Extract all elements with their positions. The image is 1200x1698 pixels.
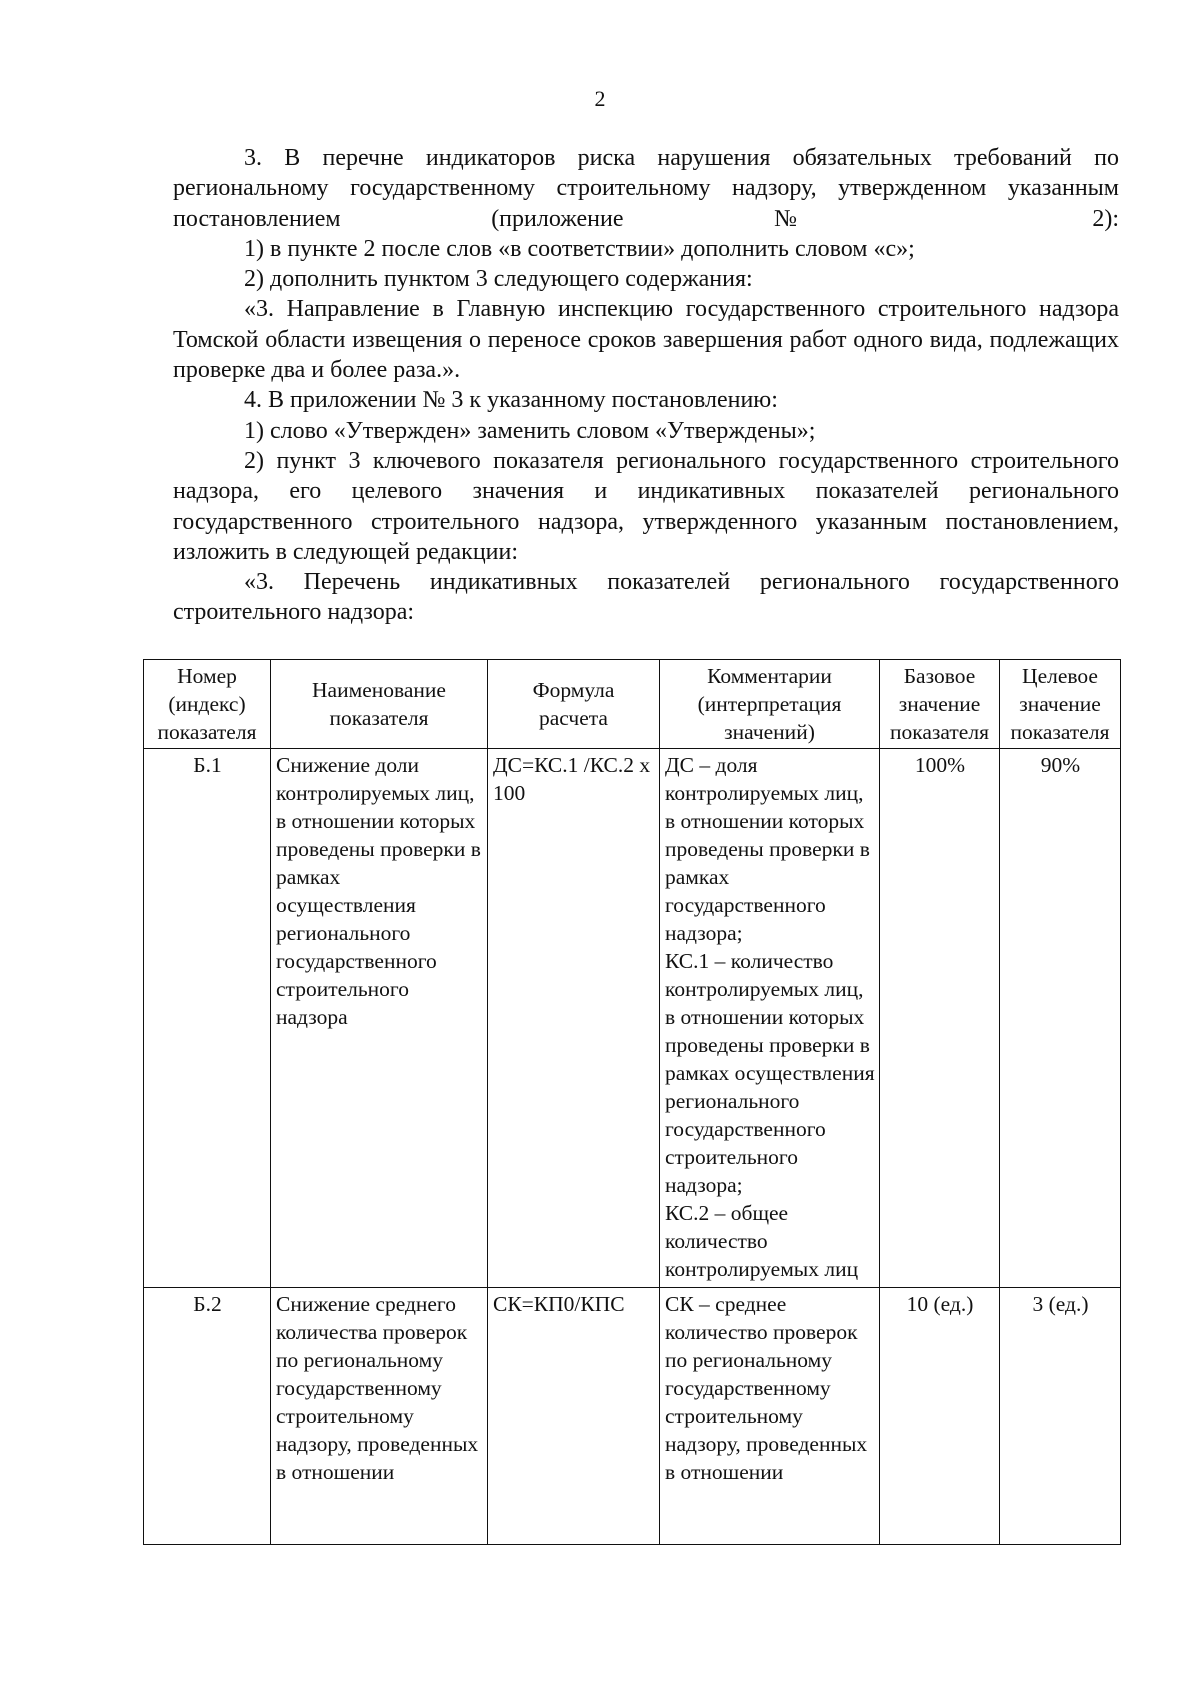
header-target-value: Целевое значение показателя <box>1000 660 1121 749</box>
paragraph-quoted-list-title: «3. Перечень индикативных показателей регионального государственного строительного надзора: <box>173 569 1119 626</box>
cell-formula: СК=КП0/КПС <box>488 1288 660 1545</box>
cell-comment: ДС – доля контролируемых лиц, в отношении которых проведены проверки в рамках государственного надзора; КС.1 – количество контролируемых лиц, в отношении которых проведены проверки в рамках осуществления регионального государственного строительного надзора; КС.2 – общее количество контролируемых лиц <box>660 749 880 1288</box>
header-comment: Комментарии (интерпретация значений) <box>660 660 880 749</box>
cell-base-value: 100% <box>880 749 1000 1288</box>
cell-target-value: 90% <box>1000 749 1121 1288</box>
document-body <box>173 143 1119 628</box>
table-header-row <box>144 660 1121 749</box>
paragraph-subitem-3-2: 2) дополнить пунктом 3 следующего содержания: <box>244 266 753 293</box>
paragraph-item-4: 4. В приложении № 3 к указанному постановлению: <box>244 387 778 414</box>
indicators-table <box>143 659 1121 1545</box>
header-index: Номер (индекс) показателя <box>144 660 271 749</box>
cell-base-value: 10 (ед.) <box>880 1288 1000 1545</box>
table-row <box>144 749 1121 1288</box>
cell-name: Снижение доли контролируемых лиц, в отношении которых проведены проверки в рамках осуществления регионального государственного строительного надзора <box>271 749 488 1288</box>
page-number: 2 <box>594 86 606 111</box>
cell-target-value: 3 (ед.) <box>1000 1288 1121 1545</box>
cell-name: Снижение среднего количества проверок по региональному государственному строительному надзору, проведенных в отношении <box>271 1288 488 1545</box>
header-name: Наименование показателя <box>271 660 488 749</box>
paragraph-subitem-4-2: 2) пункт 3 ключевого показателя регионального государственного строительного надзора, его целевого значения и индикативных показателей регионального государственного строительного надзора, утвержденного указанным постановлением, изложить в следующей редакции: <box>173 447 1119 565</box>
paragraph-subitem-3-1: 1) в пункте 2 после слов «в соответствии» дополнить словом «с»; <box>244 235 915 262</box>
cell-index: Б.2 <box>144 1288 271 1545</box>
paragraph-subitem-4-1: 1) слово «Утвержден» заменить словом «Утверждены»; <box>244 417 816 444</box>
table-row <box>144 1288 1121 1545</box>
cell-comment: СК – среднее количество проверок по региональному государственному строительному надзору, проведенных в отношении <box>660 1288 880 1545</box>
header-formula: Формула расчета <box>488 660 660 749</box>
paragraph-quoted-item-3: «3. Направление в Главную инспекцию государственного строительного надзора Томской области извещения о переносе сроков завершения работ одного вида, подлежащих проверке два и более раза.». <box>173 296 1119 384</box>
paragraph-item-3: 3. В перечне индикаторов риска нарушения обязательных требований по региональному государственному строительному надзору, утвержденном указанным постановлением (приложение № 2): <box>173 145 1119 232</box>
header-base-value: Базовое значение показателя <box>880 660 1000 749</box>
cell-formula: ДС=КС.1 /КС.2 х 100 <box>488 749 660 1288</box>
cell-index: Б.1 <box>144 749 271 1288</box>
